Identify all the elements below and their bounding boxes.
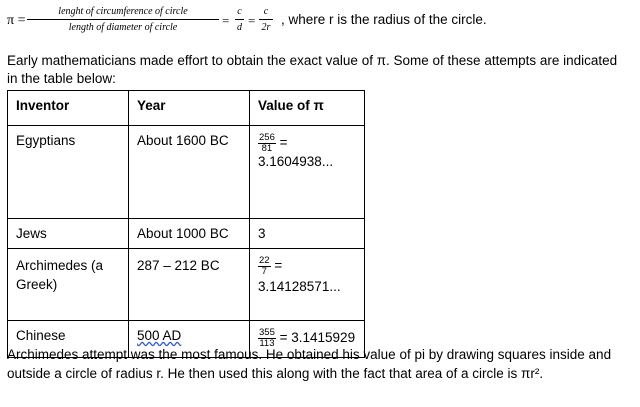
value-decimal: 3.1604938... bbox=[258, 154, 334, 169]
inventor-cell: Archimedes (a Greek) bbox=[8, 249, 129, 321]
inventor-cell: Jews bbox=[8, 219, 129, 249]
value-fraction: $\frac{256}{81}$ bbox=[259, 132, 275, 154]
equals-sign: = bbox=[248, 13, 256, 28]
fraction-numerator: lenght of circumference of circle bbox=[58, 6, 188, 17]
value-cell: $\frac{22}{7}$ = 3.14128571... bbox=[250, 249, 365, 321]
value-cell: $\frac{256}{81}$ = 3.1604938... bbox=[250, 126, 365, 219]
circumference-over-diameter-fraction bbox=[27, 6, 219, 33]
equals-sign: = bbox=[222, 13, 230, 28]
pi-symbol: π = bbox=[7, 13, 26, 28]
table-row bbox=[8, 249, 365, 321]
intro-paragraph: Early mathematicians made effort to obtain the exact value of π. Some of these attempts are indicated in the table below: bbox=[7, 53, 618, 86]
value-cell: 3 bbox=[250, 219, 365, 249]
c-over-d-fraction: c d bbox=[237, 6, 242, 33]
header-value: Value of π bbox=[250, 91, 365, 126]
pi-formula bbox=[7, 6, 627, 38]
year-cell: 287 – 212 BC bbox=[129, 249, 250, 321]
year-cell: About 1000 BC bbox=[129, 219, 250, 249]
value-cell: $\frac{355}{113}$ = 3.1415929 bbox=[250, 321, 365, 358]
year-text: 500 AD bbox=[137, 328, 182, 343]
header-year: Year bbox=[129, 91, 250, 126]
header-inventor: Inventor bbox=[8, 91, 129, 126]
table-row bbox=[8, 126, 365, 219]
inventor-cell: Egyptians bbox=[8, 126, 129, 219]
inventor-cell: Chinese bbox=[8, 321, 129, 358]
value-fraction: $\frac{355}{113}$ bbox=[259, 327, 275, 349]
table-row bbox=[8, 219, 365, 249]
year-cell: About 1600 BC bbox=[129, 126, 250, 219]
fraction-denominator: length of diameter of circle bbox=[68, 22, 178, 33]
outro-paragraph: Archimedes attempt was the most famous. He obtained his value of pi by drawing squares inside and outside a circle of radius r. He then used this along with the fact that area of a circle is πr². bbox=[7, 347, 612, 381]
table-header-row bbox=[8, 91, 365, 126]
c-over-2r-fraction: c 2r bbox=[259, 6, 273, 33]
value-decimal: 3.14128571... bbox=[258, 279, 341, 294]
formula-suffix: , where r is the radius of the circle. bbox=[281, 12, 487, 27]
value-fraction: $\frac{22}{7}$ bbox=[259, 255, 270, 277]
pi-attempts-table bbox=[7, 90, 365, 358]
